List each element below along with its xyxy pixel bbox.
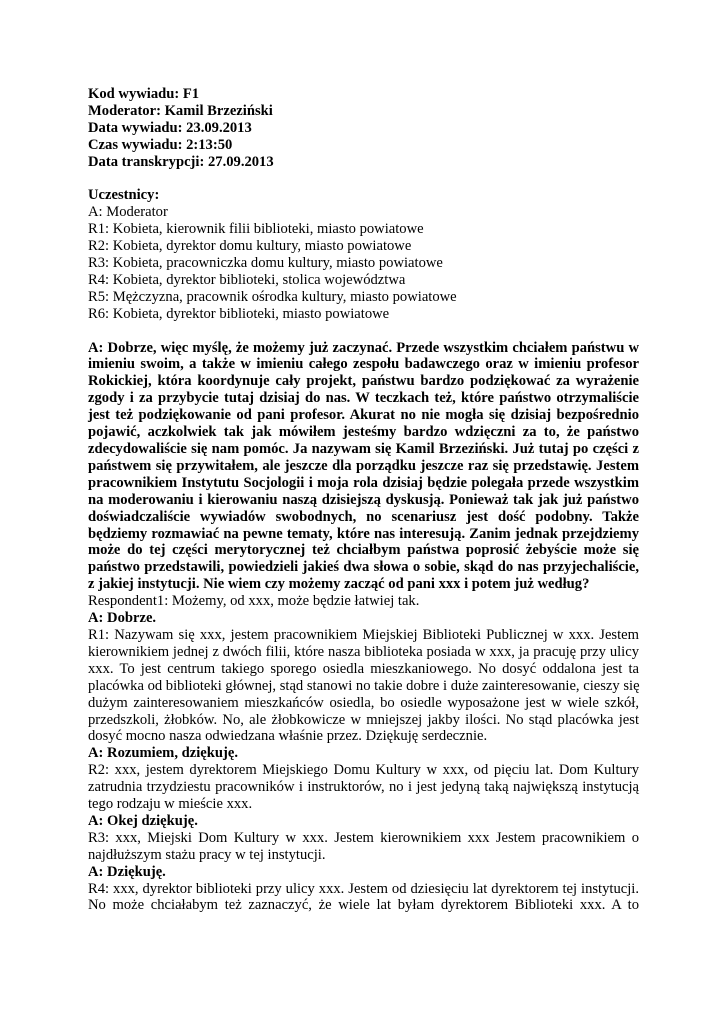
intro-line: Rokickiej, która koordynuje cały projekt, państwu bardzo podziękować za wyrażenie (88, 373, 639, 390)
intro-line: na moderowaniu i kierowaniu naszą dzisiejszą dyskusją. Ponieważ tak jak już państwo (88, 491, 639, 508)
r2-statement (88, 762, 639, 813)
r1-line: R1: Nazywam się xxx, jestem pracownikiem Miejskiej Biblioteki Publicznej w xxx. Jestem (88, 626, 639, 643)
r1-statement (88, 627, 639, 745)
intro-line: z jakiej instytucji. Nie wiem czy możemy zacząć od pani xxx i potem już według? (88, 576, 590, 593)
transcription-date: Data transkrypcji: 27.09.2013 (88, 153, 274, 170)
moderator-reply: A: Okej dziękuję. (88, 812, 198, 829)
r1-line: dużym zainteresowaniem mieszkańców osiedla, bo osiedle wyposażone jest w wiele szkół, (88, 694, 639, 711)
r1-line: dosyć mocno nasza odwiedzana właśnie przez. Dziękuję serdecznie. (88, 728, 488, 745)
spacer (88, 171, 639, 188)
r2-line: R2: xxx, jestem dyrektorem Miejskiego Domu Kultury w xxx, od pięciu lat. Dom Kultury (88, 762, 639, 779)
transcript-page (88, 86, 639, 914)
r1-line: xxx. To jest centrum takiego sporego osiedla mieszkaniowego. No dosyć oddalona jest ta (88, 660, 639, 677)
participant-item: A: Moderator (88, 204, 168, 221)
intro-line: A: Dobrze, więc myślę, że możemy już zaczynać. Przede wszystkim chciałem państwu w (88, 339, 639, 356)
spacer (88, 323, 639, 340)
intro-line: imieniu swoim, a także w imieniu całego zespołu badawczego oraz w imieniu profesor (88, 356, 639, 373)
interview-date: Data wywiadu: 23.09.2013 (88, 119, 252, 136)
moderator-reply: A: Rozumiem, dziękuję. (88, 745, 238, 762)
participants-title: Uczestnicy: (88, 187, 160, 204)
intro-line: pojawić, aczkolwiek tak jak mówiłem jesteśmy bardzo wdzięczni za to, że państwo (88, 424, 639, 441)
interview-moderator: Moderator: Kamil Brzeziński (88, 102, 273, 119)
r1-line: przedszkoli, żłobków. No, ale żłobkowicze w mniejszej jakby ilości. No stąd placówka jest (88, 711, 639, 728)
intro-line: może do tej części merytorycznej też chciałbym państwa poprosić żebyście może się (88, 542, 639, 559)
interview-header (88, 86, 639, 171)
intro-line: państwo przedstawili, powiedzieli jakieś dwa słowa o sobie, skąd do nas przyjechaliście, (88, 559, 639, 576)
moderator-intro (88, 340, 639, 594)
r3-line: R3: xxx, Miejski Dom Kultury w xxx. Jestem kierownikiem xxx Jestem pracownikiem o (88, 829, 639, 846)
moderator-reply: A: Dziękuję. (88, 863, 166, 880)
intro-line: pracownikiem Instytutu Socjologii i moja rola dzisiaj będzie polegała przede wszystkim (88, 474, 639, 491)
r4-line: R4: xxx, dyrektor biblioteki przy ulicy xxx. Jestem od dziesięciu lat dyrektorem tej instytucji. (88, 880, 639, 897)
intro-line: doświadczaliście wywiadów swobodnych, no scenariusz jest dość podobny. Także (88, 508, 639, 525)
participant-item: R2: Kobieta, dyrektor domu kultury, miasto powiatowe (88, 238, 412, 255)
participant-item: R4: Kobieta, dyrektor biblioteki, stolica województwa (88, 271, 406, 288)
interview-code: Kod wywiadu: F1 (88, 86, 200, 102)
participant-item: R3: Kobieta, pracowniczka domu kultury, miasto powiatowe (88, 255, 443, 272)
participant-item: R6: Kobieta, dyrektor biblioteki, miasto powiatowe (88, 305, 390, 322)
intro-line: zdecydowaliście się nam pomóc. Ja nazywam się Kamil Brzeziński. Już tutaj po części z (88, 441, 639, 457)
intro-line: zgody i za przybycie tutaj dzisiaj do nas. W teczkach też, które państwo otrzymaliście (88, 390, 639, 407)
r4-statement (88, 881, 639, 915)
r2-line: zatrudnia trzydziestu pracowników i instruktorów, no i jest jedyną taką największą instytucją (88, 779, 639, 796)
participant-item: R5: Mężczyzna, pracownik ośrodka kultury, miasto powiatowe (88, 288, 457, 305)
r3-statement (88, 830, 639, 864)
respondent1-reply: Respondent1: Możemy, od xxx, może będzie łatwiej tak. (88, 593, 420, 610)
participants-section (88, 187, 639, 322)
moderator-reply: A: Dobrze. (88, 610, 157, 627)
interview-duration: Czas wywiadu: 2:13:50 (88, 136, 233, 153)
r1-line: placówka od biblioteki głównej, stąd stanowi no takie dobre i duże zainteresowanie, cieszy się (88, 677, 640, 694)
intro-line: będziemy rozmawiać na pewne tematy, które nas interesują. Zanim jednak przejdziemy (88, 525, 639, 542)
r1-line: kierownikiem jednej z dwóch filii, które nasza biblioteka posiada w xxx, ja pracuję przy ulicy (88, 643, 639, 660)
participant-item: R1: Kobieta, kierownik filii biblioteki, miasto powiatowe (88, 221, 424, 238)
intro-line: państwem się przywitałem, ale jeszcze dla porządku jeszcze raz się przedstawię. Jestem (88, 457, 639, 474)
r2-line: tego rodzaju w mieście xxx. (88, 796, 253, 813)
intro-line: jest też podziękowanie od pani profesor. Akurat no nie mogła się dzisiaj bezpośrednio (88, 407, 639, 424)
r4-line: No może chciałabym też zaznaczyć, że wiele lat byłam dyrektorem Biblioteki xxx. A to (88, 897, 639, 914)
r3-line: najdłuższym stażu pracy w tej instytucji. (88, 846, 326, 863)
